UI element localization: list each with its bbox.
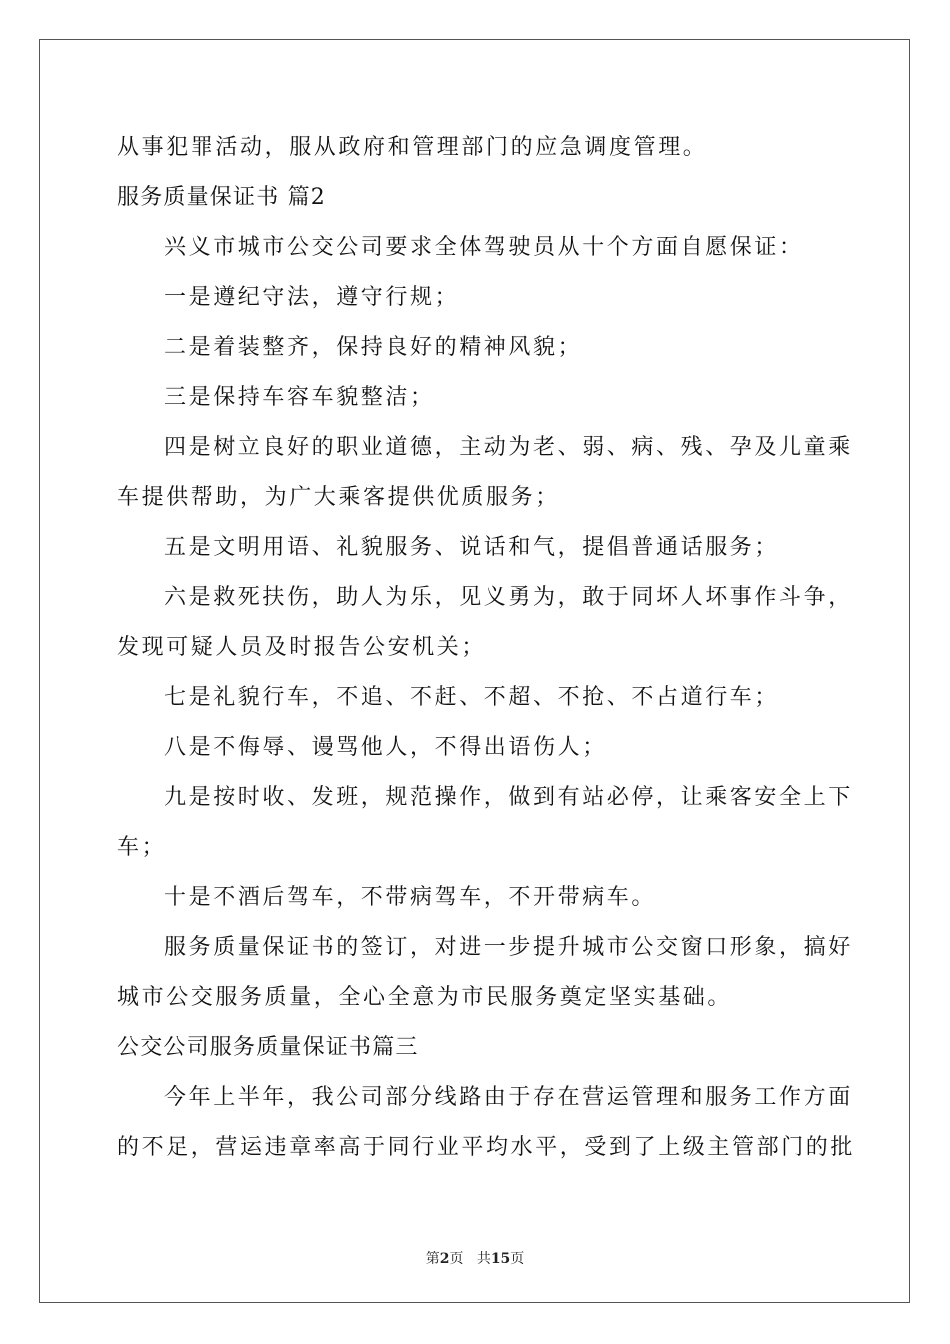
section-heading: 服务质量保证书 篇2 — [117, 185, 326, 210]
paragraph-line: 城市公交服务质量，全心全意为市民服务奠定坚实基础。 — [117, 985, 733, 1010]
paragraph-line: 的不足，营运违章率高于同行业平均水平，受到了上级主管部门的批 — [117, 1135, 856, 1160]
paragraph-line: 兴义市城市公交公司要求全体驾驶员从十个方面自愿保证： — [164, 235, 804, 260]
total-page-count: 15 — [490, 1251, 511, 1267]
footer-total-suffix: 页 — [510, 1251, 525, 1267]
list-item-continuation: 发现可疑人员及时报告公安机关； — [117, 635, 487, 660]
paragraph-line: 从事犯罪活动，服从政府和管理部门的应急调度管理。 — [117, 135, 708, 160]
footer-page-suffix: 页 — [449, 1251, 464, 1267]
paragraph-line: 服务质量保证书的签订，对进一步提升城市公交窗口形象，搞好 — [164, 935, 853, 960]
list-item: 七是礼貌行车，不追、不赶、不超、不抢、不占道行车； — [164, 685, 780, 710]
list-item-continuation: 车； — [117, 835, 167, 860]
list-item-continuation: 车提供帮助，为广大乘客提供优质服务； — [117, 485, 560, 510]
list-item: 六是救死扶伤，助人为乐，见义勇为，敢于同坏人坏事作斗争， — [164, 585, 853, 610]
current-page-number: 2 — [439, 1251, 450, 1267]
list-item: 二是着装整齐，保持良好的精神风貌； — [164, 335, 583, 360]
paragraph-line: 今年上半年，我公司部分线路由于存在营运管理和服务工作方面 — [164, 1085, 853, 1110]
list-item: 八是不侮辱、谩骂他人，不得出语伤人； — [164, 735, 607, 760]
list-item: 一是遵纪守法，遵守行规； — [164, 285, 460, 310]
list-item: 三是保持车容车貌整洁； — [164, 385, 435, 410]
document-body — [117, 123, 856, 1173]
section-heading: 公交公司服务质量保证书篇三 — [117, 1035, 419, 1060]
list-item: 九是按时收、发班，规范操作，做到有站必停，让乘客安全上下 — [164, 785, 853, 810]
footer-prefix: 第 — [425, 1251, 440, 1267]
list-item: 十是不酒后驾车，不带病驾车，不开带病车。 — [164, 885, 657, 910]
list-item: 四是树立良好的职业道德，主动为老、弱、病、残、孕及儿童乘 — [164, 435, 853, 460]
footer-total-prefix: 共 — [476, 1251, 491, 1267]
page-footer — [0, 1248, 950, 1268]
list-item: 五是文明用语、礼貌服务、说话和气，提倡普通话服务； — [164, 535, 780, 560]
